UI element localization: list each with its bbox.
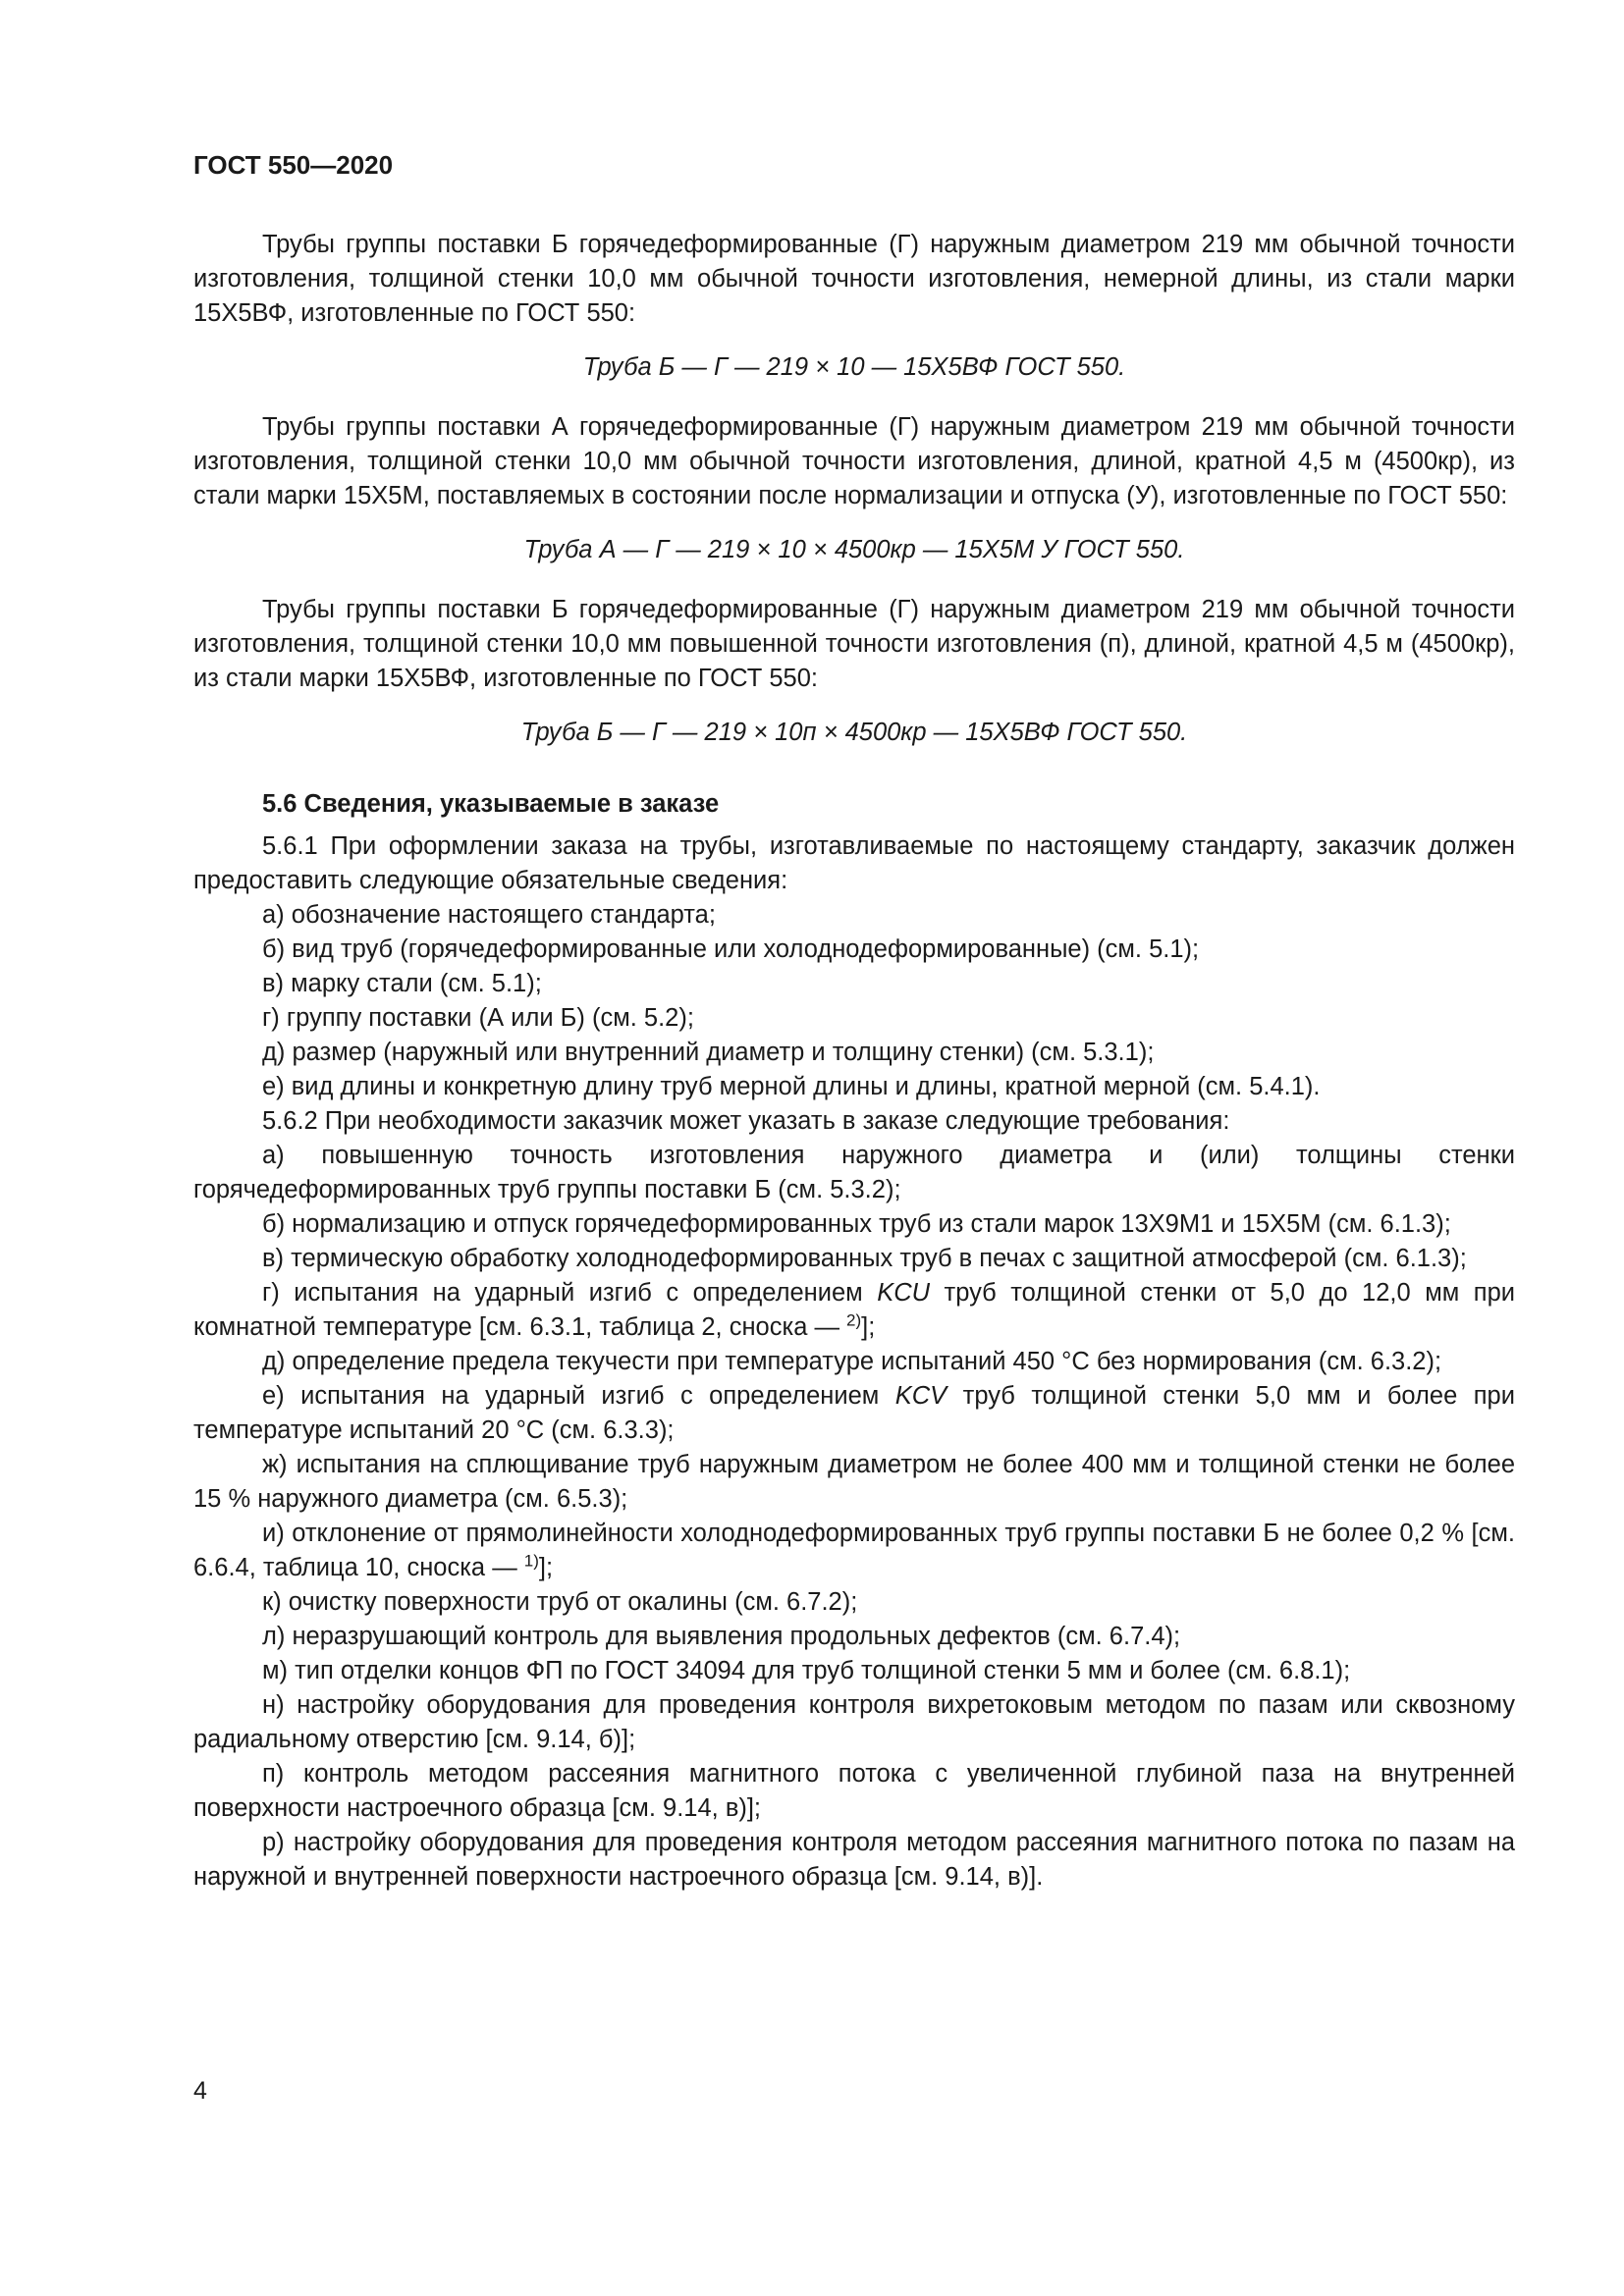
- clause-5-6-2: 5.6.2 При необходимости заказчик может указать в заказе следующие требования:: [262, 1107, 1230, 1135]
- example-paragraph: Трубы группы поставки Б горячедеформированные (Г) наружным диаметром 219 мм обычной точности изготовления, толщиной стенки 10,0 мм обычной точности изготовления, немерной длины, из стали марки 15Х5ВФ, изготовленные по ГОСТ 550:: [193, 231, 1515, 327]
- item-text: и) отклонение от прямолинейности холоднодеформированных труб группы поставки Б не более 0,2 % [см. 6.6.4, таблица 10, сноска —: [193, 1520, 1515, 1581]
- list-item: [193, 1379, 1515, 1448]
- kcv-symbol: KCV: [894, 1382, 947, 1410]
- list-item: а) обозначение настоящего стандарта;: [262, 901, 716, 929]
- example-designation: Труба Б — Г — 219 × 10 — 15Х5ВФ ГОСТ 550.: [582, 353, 1126, 381]
- list-item: в) марку стали (см. 5.1);: [262, 970, 542, 997]
- list-item: [193, 1276, 1515, 1345]
- item-text: е) испытания на ударный изгиб с определением: [262, 1382, 895, 1410]
- list-item: а) повышенную точность изготовления наружного диаметра и (или) толщины стенки горячедеформированных труб группы поставки Б (см. 5.3.2);: [193, 1142, 1515, 1203]
- list-item: р) настройку оборудования для проведения контроля методом рассеяния магнитного потока по пазам на наружной и внутренней поверхности настроечного образца [см. 9.14, в)].: [193, 1829, 1515, 1891]
- list-item: е) вид длины и конкретную длину труб мерной длины и длины, кратной мерной (см. 5.4.1).: [262, 1073, 1321, 1100]
- list-item: н) настройку оборудования для проведения контроля вихретоковым методом по пазам или сквозному радиальному отверстию [см. 9.14, б)];: [193, 1691, 1515, 1753]
- item-text: ];: [861, 1313, 876, 1341]
- list-item: б) нормализацию и отпуск горячедеформированных труб из стали марок 13Х9М1 и 15Х5М (см. 6.1.3);: [262, 1210, 1451, 1238]
- footnote-ref: 1): [523, 1551, 539, 1571]
- list-item: [193, 1517, 1515, 1585]
- list-item: п) контроль методом рассеяния магнитного потока с увеличенной глубиной паза на внутренней поверхности настроечного образца [см. 9.14, в)];: [193, 1760, 1515, 1822]
- page-number: 4: [193, 2077, 207, 2105]
- example-paragraph: Трубы группы поставки Б горячедеформированные (Г) наружным диаметром 219 мм обычной точности изготовления, толщиной стенки 10,0 мм повышенной точности изготовления (п), длиной, кратной 4,5 м (4500кр), из стали марки 15Х5ВФ, изготовленные по ГОСТ 550:: [193, 596, 1515, 692]
- example-designation: Труба А — Г — 219 × 10 × 4500кр — 15Х5М У ГОСТ 550.: [523, 536, 1185, 563]
- list-item: г) группу поставки (А или Б) (см. 5.2);: [262, 1004, 694, 1032]
- mandatory-list: [193, 898, 1515, 1104]
- clause-5-6-1: 5.6.1 При оформлении заказа на трубы, изготавливаемые по настоящему стандарту, заказчик должен предоставить следующие обязательные сведения:: [193, 832, 1515, 894]
- optional-list: [193, 1139, 1515, 1895]
- list-item: к) очистку поверхности труб от окалины (см. 6.7.2);: [262, 1588, 858, 1616]
- list-item: ж) испытания на сплющивание труб наружным диаметром не более 400 мм и толщиной стенки не более 15 % наружного диаметра (см. 6.5.3);: [193, 1451, 1515, 1513]
- kcu-symbol: KCU: [877, 1279, 931, 1307]
- example-paragraph: Трубы группы поставки А горячедеформированные (Г) наружным диаметром 219 мм обычной точности изготовления, толщиной стенки 10,0 мм обычной точности изготовления, длиной, кратной 4,5 м (4500кр), из стали марки 15Х5М, поставляемых в состоянии после нормализации и отпуска (У), изготовленные по ГОСТ 550:: [193, 413, 1515, 509]
- item-text: г) испытания на ударный изгиб с определением: [262, 1279, 878, 1307]
- footnote-ref: 2): [846, 1310, 862, 1330]
- section-title: 5.6 Сведения, указываемые в заказе: [262, 790, 720, 818]
- list-item: м) тип отделки концов ФП по ГОСТ 34094 для труб толщиной стенки 5 мм и более (см. 6.8.1);: [262, 1657, 1351, 1684]
- list-item: д) размер (наружный или внутренний диаметр и толщину стенки) (см. 5.3.1);: [262, 1039, 1155, 1066]
- list-item: л) неразрушающий контроль для выявления продольных дефектов (см. 6.7.4);: [262, 1623, 1181, 1650]
- list-item: в) термическую обработку холоднодеформированных труб в печах с защитной атмосферой (см. 6.1.3);: [262, 1245, 1467, 1272]
- item-text: ];: [538, 1554, 554, 1581]
- item-text: труб толщиной стенки 5,0 мм и более при температуре испытаний 20 °С (см. 6.3.3);: [193, 1382, 1515, 1444]
- list-item: д) определение предела текучести при температуре испытаний 450 °С без нормирования (см. 6.3.2);: [262, 1348, 1442, 1375]
- document-header: ГОСТ 550—2020: [193, 150, 394, 180]
- item-text: труб толщиной стенки от 5,0 до 12,0 мм при комнатной температуре [см. 6.3.1, таблица 2, сноска —: [193, 1279, 1515, 1341]
- document-page: [193, 147, 1515, 1895]
- example-designation: Труба Б — Г — 219 × 10п × 4500кр — 15Х5ВФ ГОСТ 550.: [520, 719, 1188, 746]
- list-item: б) вид труб (горячедеформированные или холоднодеформированные) (см. 5.1);: [262, 935, 1200, 963]
